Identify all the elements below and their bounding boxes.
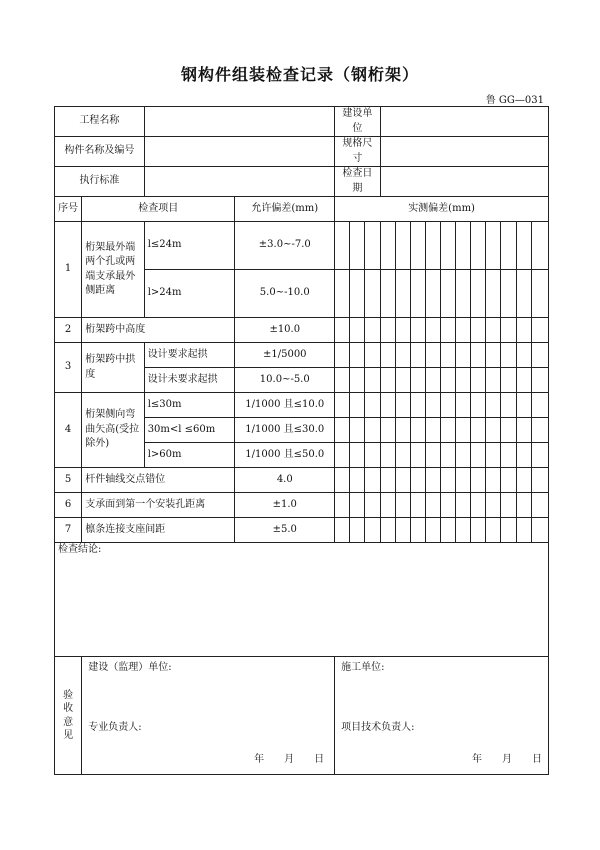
row3-no: 3	[55, 343, 82, 393]
measure-cell[interactable]	[531, 343, 548, 368]
measure-cell[interactable]	[380, 468, 395, 493]
measure-cell[interactable]	[456, 318, 471, 343]
measure-cell[interactable]	[531, 270, 548, 318]
row4-tol-c: 1/1000 且≤50.0	[235, 443, 335, 468]
measure-cell[interactable]	[501, 493, 516, 518]
measure-cell[interactable]	[425, 518, 440, 543]
measure-cell[interactable]	[425, 222, 440, 270]
measure-cell[interactable]	[365, 443, 380, 468]
measure-cell[interactable]	[531, 468, 548, 493]
measure-cell[interactable]	[486, 270, 501, 318]
measure-cell[interactable]	[395, 343, 410, 368]
measure-cell[interactable]	[410, 318, 425, 343]
measure-cell[interactable]	[410, 518, 425, 543]
row5-tol: 4.0	[235, 468, 335, 493]
date-left: 年 月 日	[254, 754, 325, 765]
col-measured: 实测偏差(mm)	[335, 197, 549, 222]
measure-cell[interactable]	[410, 270, 425, 318]
table-row	[55, 318, 549, 343]
measure-cell[interactable]	[471, 270, 486, 318]
measure-cell[interactable]	[335, 418, 350, 443]
spec-size-value[interactable]	[380, 137, 548, 167]
measure-cell[interactable]	[365, 493, 380, 518]
acceptance-side-label: 验收意见	[55, 657, 82, 775]
measure-cell[interactable]	[335, 443, 350, 468]
measure-cell[interactable]	[425, 468, 440, 493]
measure-cell[interactable]	[380, 518, 395, 543]
measure-cell[interactable]	[471, 443, 486, 468]
date-right: 年 月 日	[472, 754, 542, 765]
measure-cell[interactable]	[395, 393, 410, 418]
table-row	[55, 493, 549, 518]
inspection-date-label: 检查日期	[335, 167, 380, 197]
row1-item: 桁架最外端两个孔或两端支承最外侧距离	[82, 222, 144, 318]
measure-cell[interactable]	[425, 270, 440, 318]
row1-cond-b: l>24m	[144, 270, 235, 318]
form-code: 鲁 GG—031	[485, 95, 544, 106]
standard-value[interactable]	[144, 167, 334, 197]
project-row	[55, 107, 549, 137]
measure-cell[interactable]	[410, 393, 425, 418]
component-label: 构件名称及编号	[55, 137, 145, 167]
measure-cell[interactable]	[440, 343, 455, 368]
measure-cell[interactable]	[335, 493, 350, 518]
measure-cell[interactable]	[380, 270, 395, 318]
measure-cell[interactable]	[456, 518, 471, 543]
project-name-value[interactable]	[144, 107, 334, 137]
measure-cell[interactable]	[395, 270, 410, 318]
measure-cell[interactable]	[350, 418, 365, 443]
measure-cell[interactable]	[335, 270, 350, 318]
construction-unit-label: 建设单位	[335, 107, 380, 137]
table-row	[55, 518, 549, 543]
measure-cell[interactable]	[456, 418, 471, 443]
measure-cell[interactable]	[516, 418, 531, 443]
measure-cell[interactable]	[516, 368, 531, 393]
measure-cell[interactable]	[395, 518, 410, 543]
measure-cell[interactable]	[501, 393, 516, 418]
measure-cell[interactable]	[531, 443, 548, 468]
measure-cell[interactable]	[365, 418, 380, 443]
measure-cell[interactable]	[440, 270, 455, 318]
component-row	[55, 137, 549, 167]
measure-cell[interactable]	[350, 468, 365, 493]
supervision-cell[interactable]	[82, 657, 335, 775]
column-header-row	[55, 197, 549, 222]
measure-cell[interactable]	[456, 270, 471, 318]
row3-item: 桁架跨中拱度	[82, 343, 144, 393]
measure-cell[interactable]	[486, 518, 501, 543]
measure-cell[interactable]	[516, 270, 531, 318]
measure-cell[interactable]	[456, 368, 471, 393]
measure-cell[interactable]	[410, 468, 425, 493]
measure-cell[interactable]	[380, 368, 395, 393]
measure-cell[interactable]	[395, 468, 410, 493]
row4-cond-c: l>60m	[144, 443, 235, 468]
inspection-date-value[interactable]	[380, 167, 548, 197]
row1-cond-a: l≤24m	[144, 222, 235, 270]
measure-cell[interactable]	[335, 368, 350, 393]
measure-cell[interactable]	[486, 493, 501, 518]
row6-no: 6	[55, 493, 82, 518]
measure-cell[interactable]	[486, 393, 501, 418]
measure-cell[interactable]	[516, 343, 531, 368]
measure-cell[interactable]	[531, 518, 548, 543]
measure-cell[interactable]	[395, 222, 410, 270]
measure-cell[interactable]	[471, 468, 486, 493]
measure-cell[interactable]	[380, 493, 395, 518]
measure-cell[interactable]	[425, 393, 440, 418]
measure-cell[interactable]	[410, 443, 425, 468]
measure-cell[interactable]	[516, 443, 531, 468]
measure-cell[interactable]	[395, 418, 410, 443]
table-row	[55, 468, 549, 493]
measure-cell[interactable]	[425, 418, 440, 443]
project-name-label: 工程名称	[55, 107, 145, 137]
measure-cell[interactable]	[531, 493, 548, 518]
measure-cell[interactable]	[380, 393, 395, 418]
row7-no: 7	[55, 518, 82, 543]
col-tolerance: 允许偏差(mm)	[235, 197, 335, 222]
measure-cell[interactable]	[350, 368, 365, 393]
measure-cell[interactable]	[501, 270, 516, 318]
measure-cell[interactable]	[365, 368, 380, 393]
measure-cell[interactable]	[486, 418, 501, 443]
measure-cell[interactable]	[471, 393, 486, 418]
row1-tol-b: 5.0~-10.0	[235, 270, 335, 318]
col-seq: 序号	[55, 197, 82, 222]
acceptance-row	[55, 657, 549, 775]
measure-cell[interactable]	[440, 518, 455, 543]
row5-no: 5	[55, 468, 82, 493]
measure-cell[interactable]	[395, 318, 410, 343]
measure-cell[interactable]	[531, 222, 548, 270]
measure-cell[interactable]	[335, 468, 350, 493]
measure-cell[interactable]	[335, 393, 350, 418]
measure-cell[interactable]	[350, 518, 365, 543]
measure-cell[interactable]	[410, 418, 425, 443]
col-item: 检查项目	[82, 197, 235, 222]
row1-tol-a: ±3.0~-7.0	[235, 222, 335, 270]
row4-item: 桁架侧向弯曲矢高(受拉除外)	[82, 393, 144, 468]
measure-cell[interactable]	[516, 393, 531, 418]
measure-cell[interactable]	[350, 270, 365, 318]
measure-cell[interactable]	[380, 443, 395, 468]
measure-cell[interactable]	[456, 393, 471, 418]
measure-cell[interactable]	[335, 318, 350, 343]
measure-cell[interactable]	[380, 318, 395, 343]
conclusion-label: 检查结论:	[58, 544, 102, 555]
contractor-label: 施工单位:	[341, 662, 385, 673]
measure-cell[interactable]	[440, 222, 455, 270]
measure-cell[interactable]	[440, 468, 455, 493]
page-title: 钢构件组装检查记录（钢桁架）	[180, 65, 419, 84]
measure-cell[interactable]	[471, 418, 486, 443]
supervision-label: 建设（监理）单位:	[88, 662, 172, 673]
row6-tol: ±1.0	[235, 493, 335, 518]
measure-cell[interactable]	[395, 368, 410, 393]
measure-cell[interactable]	[471, 518, 486, 543]
measure-cell[interactable]	[456, 222, 471, 270]
measure-cell[interactable]	[410, 368, 425, 393]
row4-tol-a: 1/1000 且≤10.0	[235, 393, 335, 418]
measure-cell[interactable]	[501, 518, 516, 543]
measure-cell[interactable]	[380, 222, 395, 270]
row2-tol: ±10.0	[235, 318, 335, 343]
measure-cell[interactable]	[516, 468, 531, 493]
measure-cell[interactable]	[425, 343, 440, 368]
measure-cell[interactable]	[486, 443, 501, 468]
measure-cell[interactable]	[456, 443, 471, 468]
measure-cell[interactable]	[501, 418, 516, 443]
measure-cell[interactable]	[516, 518, 531, 543]
measure-cell[interactable]	[410, 493, 425, 518]
table-row	[55, 393, 549, 418]
measure-cell[interactable]	[440, 318, 455, 343]
measure-cell[interactable]	[380, 343, 395, 368]
measure-cell[interactable]	[410, 222, 425, 270]
measure-cell[interactable]	[380, 418, 395, 443]
measure-cell[interactable]	[486, 318, 501, 343]
spec-size-label: 规格尺寸	[335, 137, 380, 167]
measure-cell[interactable]	[501, 468, 516, 493]
row3-tol-a: ±1/5000	[235, 343, 335, 368]
measure-cell[interactable]	[335, 222, 350, 270]
measure-cell[interactable]	[531, 418, 548, 443]
measure-cell[interactable]	[456, 468, 471, 493]
measure-cell[interactable]	[471, 343, 486, 368]
measure-cell[interactable]	[365, 393, 380, 418]
measure-cell[interactable]	[531, 318, 548, 343]
measure-cell[interactable]	[531, 368, 548, 393]
standard-row	[55, 167, 549, 197]
table-row	[55, 343, 549, 368]
measure-cell[interactable]	[440, 493, 455, 518]
measure-cell[interactable]	[501, 318, 516, 343]
row1-no: 1	[55, 222, 82, 318]
standard-label: 执行标准	[55, 167, 145, 197]
measure-cell[interactable]	[440, 368, 455, 393]
measure-cell[interactable]	[471, 222, 486, 270]
measure-cell[interactable]	[516, 318, 531, 343]
measure-cell[interactable]	[350, 318, 365, 343]
measure-cell[interactable]	[486, 343, 501, 368]
measure-cell[interactable]	[456, 343, 471, 368]
row4-tol-b: 1/1000 且≤30.0	[235, 418, 335, 443]
measure-cell[interactable]	[335, 518, 350, 543]
measure-cell[interactable]	[440, 418, 455, 443]
inspection-table	[54, 106, 549, 775]
measure-cell[interactable]	[531, 393, 548, 418]
row4-no: 4	[55, 393, 82, 468]
row5-item: 杆件轴线交点错位	[82, 468, 235, 493]
measure-cell[interactable]	[350, 343, 365, 368]
measure-cell[interactable]	[501, 368, 516, 393]
measure-cell[interactable]	[471, 368, 486, 393]
row4-cond-b: 30m<l ≤60m	[144, 418, 235, 443]
measure-cell[interactable]	[335, 343, 350, 368]
measure-cell[interactable]	[425, 443, 440, 468]
measure-cell[interactable]	[350, 443, 365, 468]
measure-cell[interactable]	[395, 493, 410, 518]
row3-cond-a: 设计要求起拱	[144, 343, 235, 368]
table-row	[55, 222, 549, 270]
row6-item: 支承面到第一个安装孔距离	[82, 493, 235, 518]
measure-cell[interactable]	[410, 343, 425, 368]
conclusion-row	[55, 543, 549, 657]
component-value[interactable]	[144, 137, 334, 167]
technical-label: 项目技术负责人:	[341, 722, 415, 733]
measure-cell[interactable]	[350, 493, 365, 518]
measure-cell[interactable]	[395, 443, 410, 468]
contractor-cell[interactable]	[335, 657, 549, 775]
row2-no: 2	[55, 318, 82, 343]
measure-cell[interactable]	[365, 270, 380, 318]
measure-cell[interactable]	[425, 368, 440, 393]
row7-item: 檩条连接支座间距	[82, 518, 235, 543]
measure-cell[interactable]	[425, 318, 440, 343]
row2-item: 桁架跨中高度	[82, 318, 235, 343]
professional-label: 专业负责人:	[88, 722, 142, 733]
construction-unit-value[interactable]	[380, 107, 548, 137]
measure-cell[interactable]	[456, 493, 471, 518]
conclusion-cell[interactable]	[55, 543, 549, 657]
row4-cond-a: l≤30m	[144, 393, 235, 418]
measure-cell[interactable]	[471, 493, 486, 518]
measure-cell[interactable]	[350, 393, 365, 418]
measure-cell[interactable]	[365, 468, 380, 493]
measure-cell[interactable]	[365, 222, 380, 270]
measure-cell[interactable]	[486, 222, 501, 270]
measure-cell[interactable]	[440, 443, 455, 468]
row7-tol: ±5.0	[235, 518, 335, 543]
measure-cell[interactable]	[365, 518, 380, 543]
measure-cell[interactable]	[440, 393, 455, 418]
measure-cell[interactable]	[486, 368, 501, 393]
measure-cell[interactable]	[365, 318, 380, 343]
measure-cell[interactable]	[501, 443, 516, 468]
measure-cell[interactable]	[486, 468, 501, 493]
row3-cond-b: 设计未要求起拱	[144, 368, 235, 393]
measure-cell[interactable]	[501, 343, 516, 368]
measure-cell[interactable]	[471, 318, 486, 343]
measure-cell[interactable]	[516, 493, 531, 518]
measure-cell[interactable]	[516, 222, 531, 270]
measure-cell[interactable]	[425, 493, 440, 518]
measure-cell[interactable]	[365, 343, 380, 368]
measure-cell[interactable]	[501, 222, 516, 270]
row3-tol-b: 10.0~-5.0	[235, 368, 335, 393]
measure-cell[interactable]	[350, 222, 365, 270]
